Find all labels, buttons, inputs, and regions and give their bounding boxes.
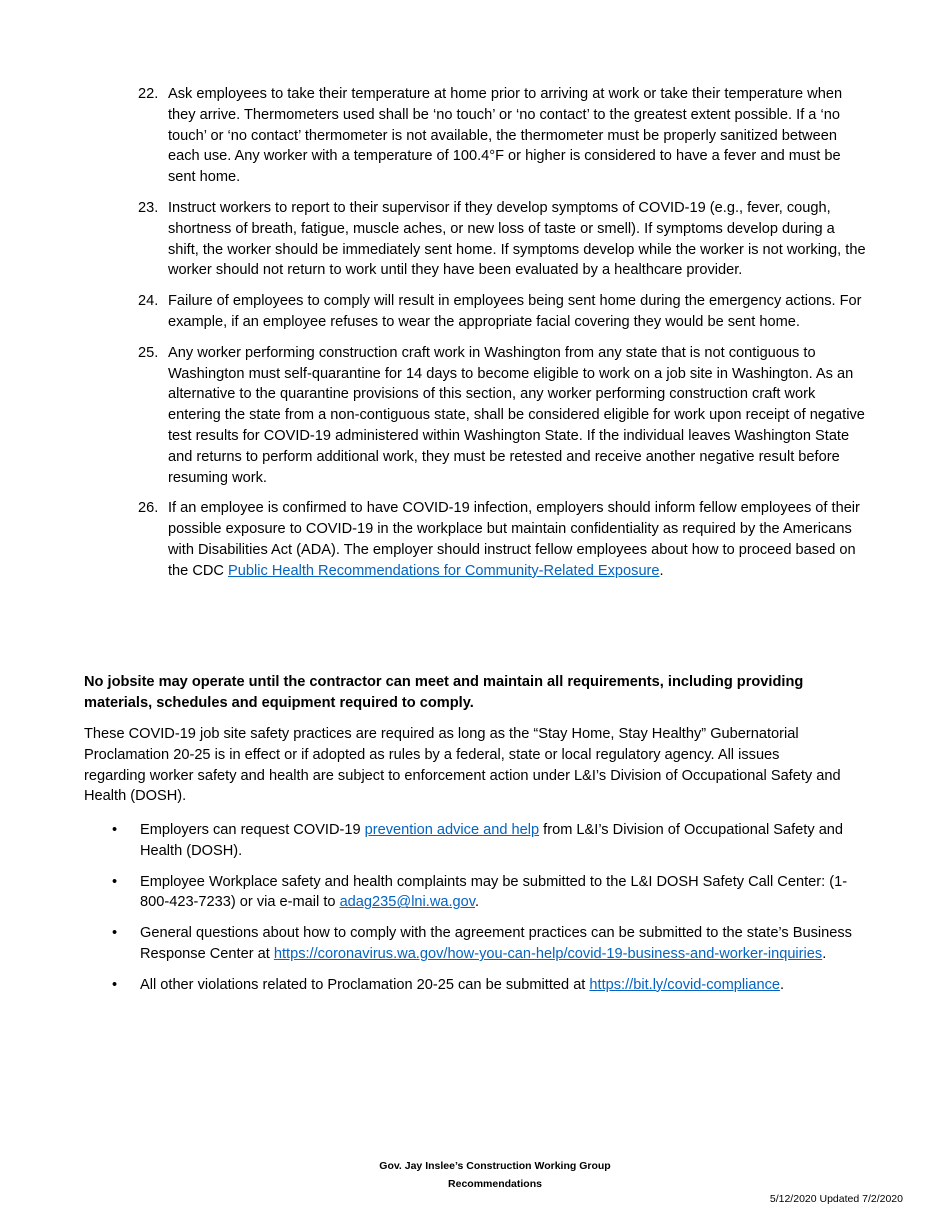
item-text: If an employee is confirmed to have COVID-19 infection, employers should inform fellow employees of their possible exposure to COVID-19 in the workplace but maintain confidentiality as required by the Americans with Disabilities Act (ADA). The employer should instruct fellow employees about how to proceed based on the CDC [168,500,860,579]
bullet-icon: • [112,976,118,993]
email-link[interactable]: adag235@lni.wa.gov [339,894,476,911]
bullet-icon: • [112,925,118,942]
bullet-item [110,820,870,862]
bullet-text-end: from L&I’s Division of Occupational Safety and Health (DOSH). [140,822,844,859]
footer-line-1: Gov. Jay Inslee’s Construction Working Group [379,1160,611,1172]
jobsite-notice: No jobsite may operate until the contractor can meet and maintain all requirements, including providing materials, schedules and equipment required to comply. [84,674,804,711]
item-number: 24. [138,293,159,310]
bullet-icon: • [112,822,118,838]
bullet-item [110,872,870,914]
list-item [138,291,868,333]
cdc-recommendations-link[interactable]: Public Health Recommendations for Community-Related Exposure [228,562,660,579]
footer-date: 5/12/2020 Updated 7/2/2020 [769,1193,903,1205]
bullet-text-end: . [475,894,480,911]
page-footer [0,1157,950,1193]
bullet-item [110,975,870,996]
business-response-link[interactable]: https://coronavirus.wa.gov/how-you-can-help/covid-19-business-and-worker-inquiries [273,945,823,962]
bullet-text-end: . [822,945,827,962]
item-text: Ask employees to take their temperature at home prior to arriving at work or take their temperature when they arrive. Thermometers used shall be ‘no touch’ or ‘no contact’ to the greatest extent possible. If a ‘no touch’ or ‘no contact’ thermometer is not available, the thermometer must be properly sanitized between each use. Any worker with a temperature of 100.4°F or higher is considered to have a fever and must be sent home. [168,86,843,186]
bullet-text: All other violations related to Proclamation 20-25 can be submitted at [140,976,590,993]
item-number: 25. [138,344,159,361]
item-text: Instruct workers to report to their supervisor if they develop symptoms of COVID-19 (e.g., fever, cough, shortness of breath, fatigue, muscle aches, or new loss of taste or smell). If symptoms develop during a shift, the worker should be immediately sent home. If symptoms develop while the worker is not working, the worker should not return to work until they have been evaluated by a healthcare provider. [168,199,866,279]
item-number: 26. [138,500,159,517]
covid-compliance-link[interactable]: https://bit.ly/covid-compliance [589,976,781,993]
bullet-item [110,923,870,965]
list-item [138,343,868,489]
bullet-text: General questions about how to comply with the agreement practices can be submitted to the state’s Business Response Center at [140,925,852,962]
footer-line-2: Recommendations [448,1178,542,1190]
item-text: Any worker performing construction craft work in Washington from any state that is not contiguous to Washington must self-quarantine for 14 days to become eligible to work on a job site in Washington. As an alternative to the quarantine provisions of this section, any worker performing construction craft work entering the state from a non-contiguous state, shall be considered eligible for work upon receipt of negative test results for COVID-19 administered within Washington State. If the individual leaves Washington State and returns to perform additional work, they must be retested and receive another negative result before resuming work. [168,344,865,486]
bullet-text: Employers can request COVID-19 [140,822,365,838]
item-text-end: . [659,562,664,579]
list-item [138,498,868,581]
numbered-list [138,84,868,592]
bullet-list [110,820,870,1006]
bullet-icon: • [112,873,118,890]
requirements-paragraph: These COVID-19 job site safety practices are required as long as the “Stay Home, Stay Healthy” Gubernatorial Proclamation 20-25 is in effect or if adopted as rules by a federal, state or local regulatory agency. All issues regarding worker safety and health are subject to enforcement action under L&I’s Division of Occupational Safety and Health (DOSH). [84,726,841,805]
prevention-advice-link[interactable]: prevention advice and help [364,822,540,838]
list-item [138,84,868,188]
item-text: Failure of employees to comply will result in employees being sent home during the emergency actions. For example, if an employee refuses to wear the appropriate facial covering they would be sent home. [168,293,862,330]
bullet-text: Employee Workplace safety and health complaints may be submitted to the L&I DOSH Safety Call Center: (1-800-423-7233) or via e-mail to [140,873,848,911]
item-number: 23. [138,199,159,216]
item-number: 22. [138,86,159,102]
list-item [138,198,868,281]
bullet-text-end: . [780,976,785,993]
